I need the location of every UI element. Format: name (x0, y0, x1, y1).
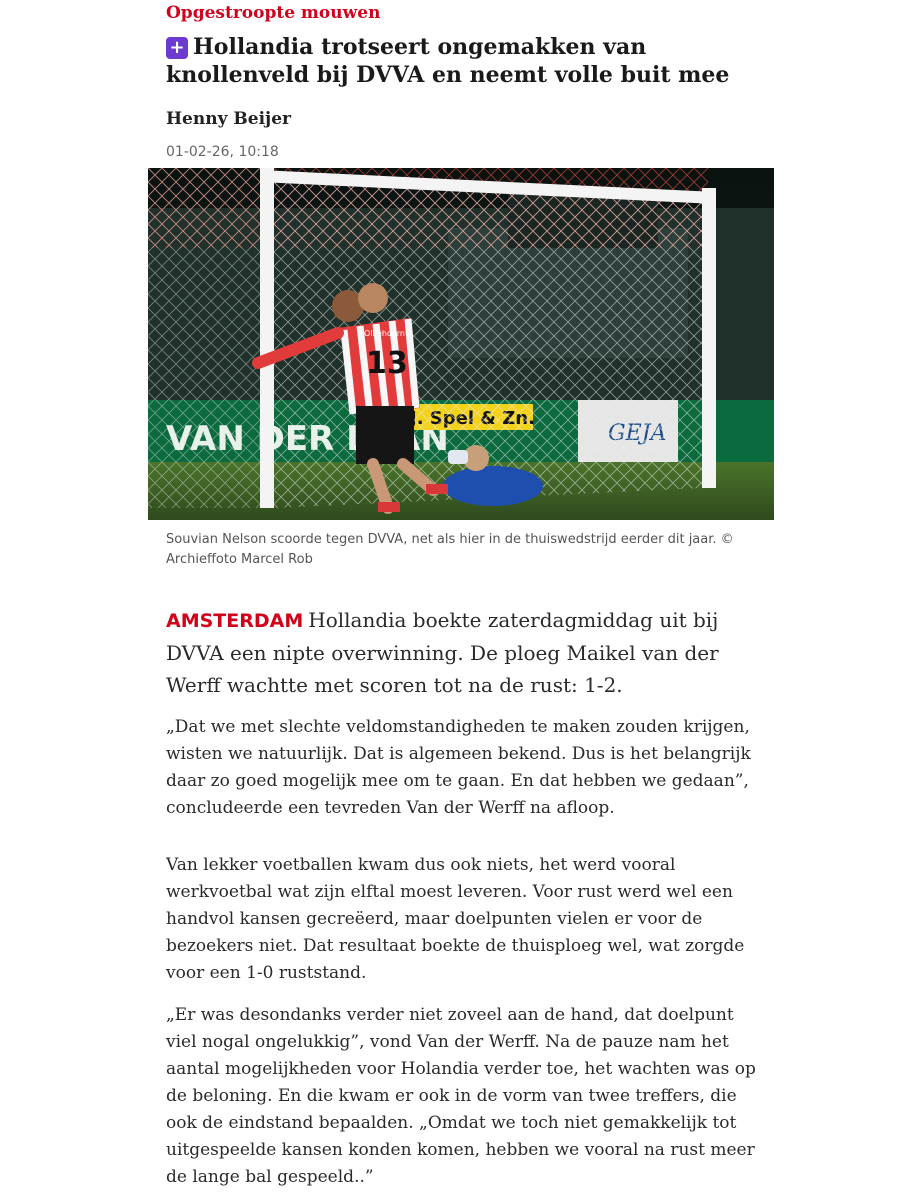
shirt-number: 13 (366, 346, 408, 381)
photo-illustration (148, 168, 774, 520)
article-lead (166, 604, 726, 701)
author-name[interactable]: Henny Beijer (166, 109, 291, 129)
article-paragraph: „Er was desondanks verder niet zoveel aan de hand, dat doelpunt viel nogal ongelukkig”, vond Van der Werff. Na de pauze nam het aantal mogelijkheden voor Holandia verder toe, het wachten was op de beloning. En die kwam er ook in de vorm van twee treffers, die ook de eindstand bepaalden. „Omdat we toch niet gemakkelijk tot uitgespeelde kansen konden komen, hebben we vooral na rust meer de lange bal gespeeld..” (166, 1005, 756, 1187)
dateline: AMSTERDAM (166, 610, 304, 632)
article-paragraph: „Dat we met slechte veldomstandigheden te maken zouden krijgen, wisten we natuurlijk. Dat is algemeen bekend. Dus is het belangrijk daar zo goed mogelijk mee om te gaan. En dat hebben we gedaan”, concludeerde een tevreden Van der Werff na afloop. (166, 717, 751, 818)
article-photo[interactable] (148, 168, 774, 520)
lead-text: Hollandia boekte zaterdagmiddag uit bij DVVA een nipte overwinning. De ploeg Maikel van der Werff wachtte met scoren tot na de rust: 1-2. (166, 608, 719, 697)
photo-caption: Souvian Nelson scoorde tegen DVVA, net als hier in de thuiswedstrijd eerder dit jaar. © Archieffoto Marcel Rob (166, 532, 734, 567)
publish-datetime: 01-02-26, 10:18 (166, 144, 279, 160)
article-kicker[interactable]: Opgestroopte mouwen (166, 3, 381, 23)
shirt-sponsor: Olliehoorn (364, 329, 405, 338)
article-paragraph: Van lekker voetballen kwam dus ook niets, het werd vooral werkvoetbal wat zijn elftal moest leveren. Voor rust werd wel een handvol kansen gecreëerd, maar doelpunten vielen er voor de bezoekers niet. Dat resultaat boekte de thuisploeg wel, wat zorgde voor een 1-0 ruststand. (166, 855, 745, 983)
plus-icon: + (166, 37, 188, 59)
headline-text: Hollandia trotseert ongemakken van knollenveld bij DVVA en neemt volle buit mee (166, 34, 730, 88)
article-headline (166, 33, 776, 89)
